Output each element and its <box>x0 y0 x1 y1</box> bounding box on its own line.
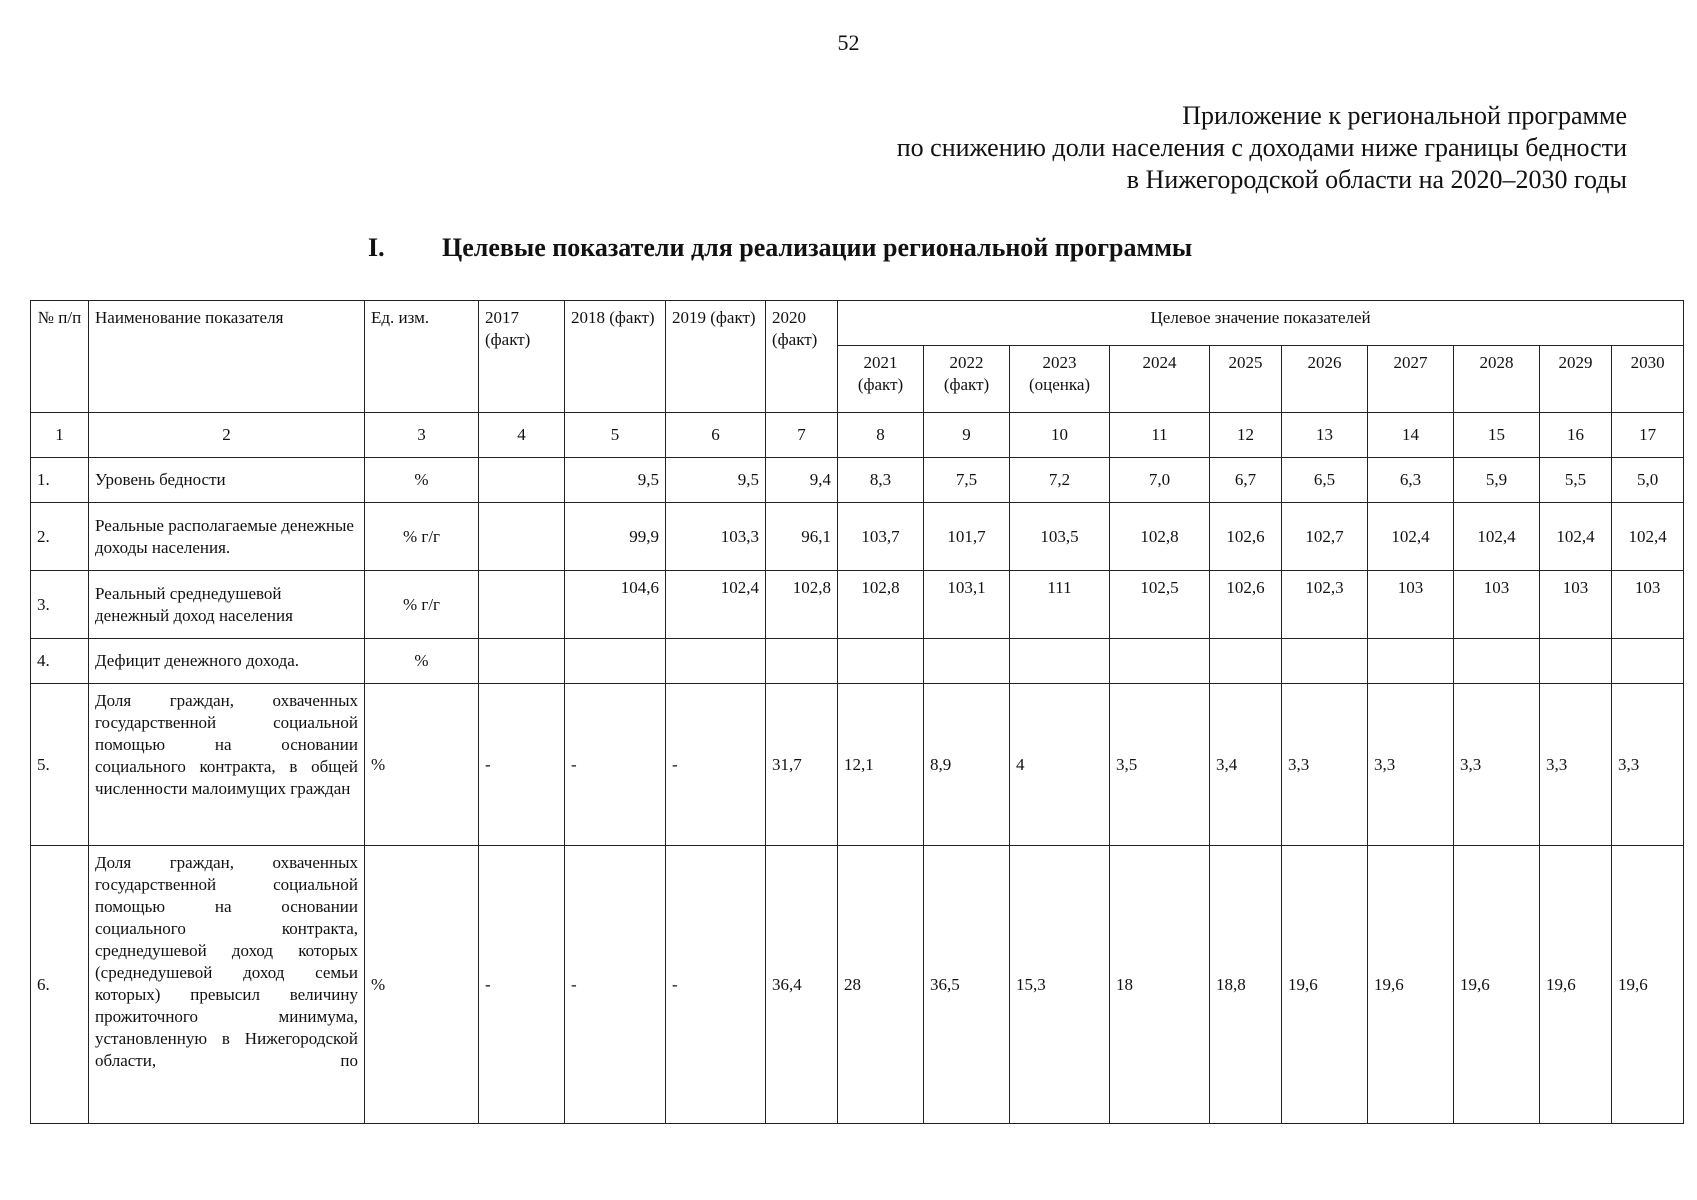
value-cell: 28 <box>838 846 924 1124</box>
col-number: 9 <box>924 413 1010 458</box>
col-number: 10 <box>1010 413 1110 458</box>
table-row <box>31 639 1684 684</box>
col-number: 6 <box>666 413 766 458</box>
value-cell: 104,6 <box>565 571 666 639</box>
row-num: 6. <box>31 846 89 1124</box>
value-cell: 5,9 <box>1454 458 1540 503</box>
value-cell: 102,8 <box>838 571 924 639</box>
header-2019: 2019 (факт) <box>666 301 766 413</box>
table-row <box>31 458 1684 503</box>
header-target: Целевое значение показателей <box>838 301 1684 346</box>
col-number: 15 <box>1454 413 1540 458</box>
value-cell: 7,2 <box>1010 458 1110 503</box>
value-cell: 102,3 <box>1282 571 1368 639</box>
header-name: Наименование показателя <box>89 301 365 413</box>
col-number: 1 <box>31 413 89 458</box>
appendix-line-1: Приложение к региональной программе <box>1182 101 1627 130</box>
value-cell: 102,5 <box>1110 571 1210 639</box>
col-number: 17 <box>1612 413 1684 458</box>
value-cell: 7,5 <box>924 458 1010 503</box>
value-cell <box>479 639 565 684</box>
header-2020: 2020 (факт) <box>766 301 838 413</box>
row-num: 3. <box>31 571 89 639</box>
value-cell: 3,3 <box>1540 684 1612 846</box>
header-2024: 2024 <box>1110 346 1210 413</box>
row-num: 1. <box>31 458 89 503</box>
value-cell: 102,4 <box>1454 503 1540 571</box>
value-cell: 19,6 <box>1612 846 1684 1124</box>
col-number: 13 <box>1282 413 1368 458</box>
value-cell: 3,4 <box>1210 684 1282 846</box>
value-cell: 5,0 <box>1612 458 1684 503</box>
value-cell: 102,7 <box>1282 503 1368 571</box>
value-cell: - <box>565 846 666 1124</box>
value-cell: 18 <box>1110 846 1210 1124</box>
value-cell: - <box>565 684 666 846</box>
value-cell: 4 <box>1010 684 1110 846</box>
indicators-table <box>30 300 1684 1124</box>
value-cell <box>479 503 565 571</box>
row-name: Реальный среднедушевой денежный доход населения <box>89 571 365 639</box>
page-number: 52 <box>837 30 860 55</box>
value-cell: 102,6 <box>1210 571 1282 639</box>
value-cell <box>479 571 565 639</box>
header-2023: 2023 (оценка) <box>1010 346 1110 413</box>
value-cell: 103 <box>1612 571 1684 639</box>
header-2022: 2022 (факт) <box>924 346 1010 413</box>
value-cell <box>565 639 666 684</box>
row-unit: % <box>365 458 479 503</box>
col-number: 16 <box>1540 413 1612 458</box>
col-number: 14 <box>1368 413 1454 458</box>
value-cell: 12,1 <box>838 684 924 846</box>
header-unit: Ед. изм. <box>365 301 479 413</box>
row-num: 5. <box>31 684 89 846</box>
value-cell <box>1368 639 1454 684</box>
value-cell: 102,4 <box>1612 503 1684 571</box>
row-name: Доля граждан, охваченных государственной социальной помощью на основании социального контракта, в общей численности малоимущих граждан <box>89 684 365 846</box>
value-cell: 103,3 <box>666 503 766 571</box>
table-row <box>31 571 1684 639</box>
row-unit: % <box>365 639 479 684</box>
col-number: 2 <box>89 413 365 458</box>
header-2018: 2018 (факт) <box>565 301 666 413</box>
value-cell: 18,8 <box>1210 846 1282 1124</box>
col-number: 4 <box>479 413 565 458</box>
value-cell: 103,5 <box>1010 503 1110 571</box>
value-cell: 8,3 <box>838 458 924 503</box>
value-cell: 19,6 <box>1282 846 1368 1124</box>
value-cell <box>1210 639 1282 684</box>
value-cell: 3,3 <box>1612 684 1684 846</box>
value-cell: 111 <box>1010 571 1110 639</box>
table-row <box>31 846 1684 1124</box>
value-cell: - <box>666 684 766 846</box>
value-cell: 9,5 <box>565 458 666 503</box>
header-2026: 2026 <box>1282 346 1368 413</box>
value-cell: 3,3 <box>1282 684 1368 846</box>
row-num: 4. <box>31 639 89 684</box>
value-cell: - <box>479 684 565 846</box>
value-cell: 3,3 <box>1368 684 1454 846</box>
header-row-1 <box>31 301 1684 346</box>
value-cell <box>1110 639 1210 684</box>
appendix-heading <box>897 100 1627 196</box>
value-cell <box>479 458 565 503</box>
value-cell: 102,8 <box>1110 503 1210 571</box>
value-cell: 103 <box>1540 571 1612 639</box>
row-name: Дефицит денежного дохода. <box>89 639 365 684</box>
value-cell <box>838 639 924 684</box>
value-cell <box>1612 639 1684 684</box>
value-cell <box>1540 639 1612 684</box>
col-number: 3 <box>365 413 479 458</box>
value-cell: 8,9 <box>924 684 1010 846</box>
value-cell: - <box>479 846 565 1124</box>
table-row <box>31 503 1684 571</box>
value-cell: 102,8 <box>766 571 838 639</box>
header-2025: 2025 <box>1210 346 1282 413</box>
table-row <box>31 684 1684 846</box>
row-name: Реальные располагаемые денежные доходы населения. <box>89 503 365 571</box>
header-2029: 2029 <box>1540 346 1612 413</box>
value-cell: 101,7 <box>924 503 1010 571</box>
section-title-text: Целевые показатели для реализации региональной программы <box>442 233 1193 262</box>
section-number: I. <box>368 233 385 262</box>
header-2028: 2028 <box>1454 346 1540 413</box>
row-name: Доля граждан, охваченных государственной социальной помощью на основании социального контракта, среднедушевой доход которых (среднедушевой доход семьи которых) превысил величину прожиточного минимума, установленную в Нижегородской области, по <box>89 846 365 1124</box>
row-unit: % г/г <box>365 571 479 639</box>
row-unit: % <box>365 684 479 846</box>
value-cell: 6,5 <box>1282 458 1368 503</box>
value-cell: 103 <box>1368 571 1454 639</box>
value-cell <box>666 639 766 684</box>
value-cell: 15,3 <box>1010 846 1110 1124</box>
appendix-line-3: в Нижегородской области на 2020–2030 годы <box>1126 165 1627 194</box>
value-cell: 103 <box>1454 571 1540 639</box>
value-cell: - <box>666 846 766 1124</box>
header-2021: 2021 (факт) <box>838 346 924 413</box>
value-cell: 6,3 <box>1368 458 1454 503</box>
appendix-line-2: по снижению доли населения с доходами ниже границы бедности <box>896 133 1627 162</box>
value-cell <box>1282 639 1368 684</box>
row-num: 2. <box>31 503 89 571</box>
value-cell: 19,6 <box>1368 846 1454 1124</box>
value-cell: 19,6 <box>1540 846 1612 1124</box>
value-cell: 31,7 <box>766 684 838 846</box>
value-cell: 103,7 <box>838 503 924 571</box>
value-cell: 9,5 <box>666 458 766 503</box>
section-title <box>368 233 1192 263</box>
value-cell: 6,7 <box>1210 458 1282 503</box>
column-number-row <box>31 413 1684 458</box>
header-2027: 2027 <box>1368 346 1454 413</box>
col-number: 12 <box>1210 413 1282 458</box>
value-cell: 103,1 <box>924 571 1010 639</box>
header-2030: 2030 <box>1612 346 1684 413</box>
value-cell: 9,4 <box>766 458 838 503</box>
header-num: № п/п <box>31 301 89 413</box>
value-cell <box>1454 639 1540 684</box>
value-cell: 102,4 <box>1368 503 1454 571</box>
row-unit: % г/г <box>365 503 479 571</box>
value-cell: 102,6 <box>1210 503 1282 571</box>
header-2017: 2017 (факт) <box>479 301 565 413</box>
value-cell: 19,6 <box>1454 846 1540 1124</box>
value-cell: 96,1 <box>766 503 838 571</box>
col-number: 7 <box>766 413 838 458</box>
value-cell: 36,5 <box>924 846 1010 1124</box>
value-cell <box>1010 639 1110 684</box>
value-cell: 99,9 <box>565 503 666 571</box>
value-cell: 3,3 <box>1454 684 1540 846</box>
row-name: Уровень бедности <box>89 458 365 503</box>
value-cell: 36,4 <box>766 846 838 1124</box>
value-cell: 102,4 <box>666 571 766 639</box>
value-cell: 7,0 <box>1110 458 1210 503</box>
col-number: 8 <box>838 413 924 458</box>
value-cell: 102,4 <box>1540 503 1612 571</box>
col-number: 5 <box>565 413 666 458</box>
value-cell: 3,5 <box>1110 684 1210 846</box>
row-unit: % <box>365 846 479 1124</box>
value-cell <box>924 639 1010 684</box>
col-number: 11 <box>1110 413 1210 458</box>
value-cell: 5,5 <box>1540 458 1612 503</box>
value-cell <box>766 639 838 684</box>
